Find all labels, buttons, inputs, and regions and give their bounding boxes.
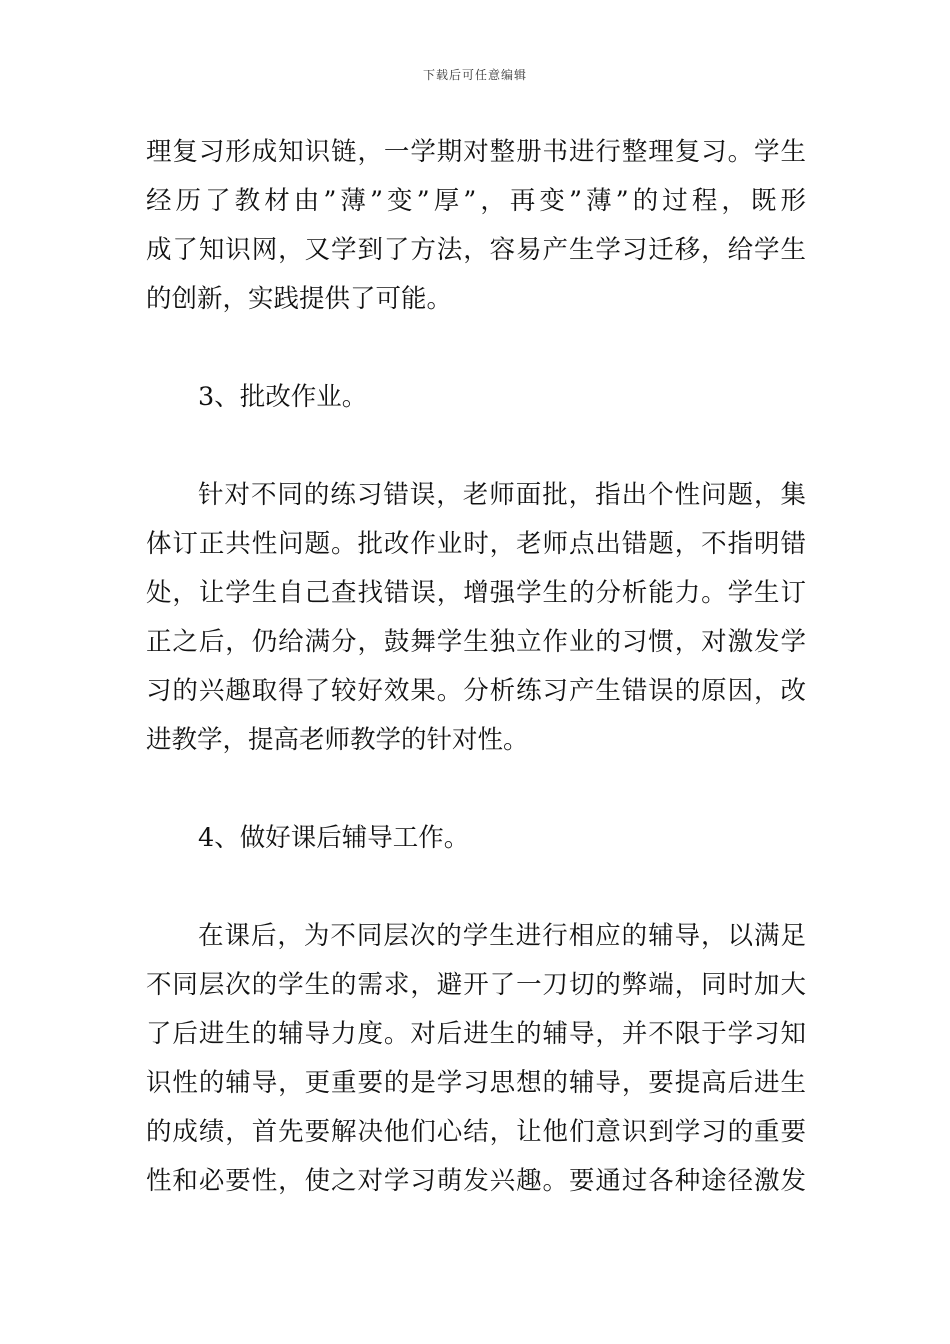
paragraph-line: 的成绩，首先要解决他们心结，让他们意识到学习的重要 bbox=[146, 1117, 806, 1147]
paragraph-line: 体订正共性问题。批改作业时，老师点出错题，不指明错 bbox=[146, 529, 806, 559]
section-heading-3: 3、批改作业。 bbox=[198, 382, 368, 412]
paragraph-line: 在课后，为不同层次的学生进行相应的辅导，以满足 bbox=[198, 921, 806, 951]
paragraph-line: 进教学，提高老师教学的针对性。 bbox=[146, 725, 529, 755]
paragraph-line: 不同层次的学生的需求，避开了一刀切的弊端，同时加大 bbox=[146, 970, 806, 1000]
paragraph-line: 正之后，仍给满分，鼓舞学生独立作业的习惯，对激发学 bbox=[146, 627, 806, 657]
paragraph-line: 经历了教材由”薄”变”厚”，再变”薄”的过程，既形 bbox=[146, 186, 806, 216]
paragraph-line: 针对不同的练习错误，老师面批，指出个性问题，集 bbox=[198, 480, 806, 510]
paragraph-line: 识性的辅导，更重要的是学习思想的辅导，要提高后进生 bbox=[146, 1068, 806, 1098]
page-header-note: 下载后可任意编辑 bbox=[422, 68, 527, 82]
paragraph-line: 性和必要性，使之对学习萌发兴趣。要通过各种途径激发 bbox=[146, 1166, 806, 1196]
document-body bbox=[146, 128, 806, 1206]
paragraph-line: 处，让学生自己查找错误，增强学生的分析能力。学生订 bbox=[146, 578, 806, 608]
paragraph-line: 成了知识网，又学到了方法，容易产生学习迁移，给学生 bbox=[146, 235, 806, 265]
paragraph-line: 的创新，实践提供了可能。 bbox=[146, 284, 453, 314]
paragraph-line: 了后进生的辅导力度。对后进生的辅导，并不限于学习知 bbox=[146, 1019, 806, 1049]
paragraph-line: 习的兴趣取得了较好效果。分析练习产生错误的原因，改 bbox=[146, 676, 806, 706]
section-heading-4: 4、做好课后辅导工作。 bbox=[198, 823, 470, 853]
paragraph-line: 理复习形成知识链，一学期对整册书进行整理复习。学生 bbox=[146, 137, 806, 167]
